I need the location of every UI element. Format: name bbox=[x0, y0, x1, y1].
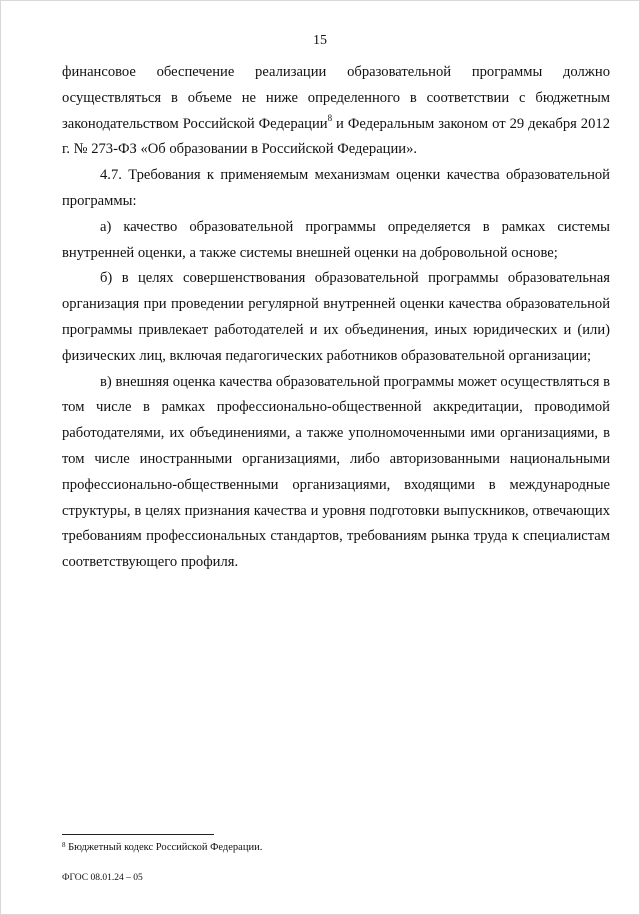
paragraph-funding-text: финансовое обеспечение реализации образовательной программы должно осуществляться в объеме не ниже определенного в соответствии с бюджетным законодательством Российской Федерации bbox=[62, 64, 610, 132]
footnote-divider bbox=[62, 834, 214, 835]
footnote bbox=[62, 841, 262, 854]
paragraph-item-v: в) внешняя оценка качества образовательной программы может осуществляться в том числе в рамках профессионально-общественной аккредитации, проводимой работодателями, их объединениями, а также уполномоченными ими организациями, в том числе иностранными организациями, либо авторизованными национальными профессионально-общественными организациями, входящими в международные структуры, в целях признания качества и уровня подготовки выпускников, отвечающих требованиям профессиональных стандартов, требованиям рынка труда к специалистам соответствующего профиля. bbox=[62, 373, 610, 571]
document-body bbox=[62, 60, 610, 576]
paragraph-funding-continuation: и Федеральным законом от 29 декабря 2012 г. № 273-ФЗ «Об образовании в Российской Федерации». bbox=[62, 115, 610, 158]
paragraph-funding bbox=[62, 60, 610, 163]
footnote-reference: 8 bbox=[327, 112, 333, 123]
paragraph-item-b: б) в целях совершенствования образовательной программы образовательная организация при проведении регулярной внутренней оценки качества образовательной программы привлекает работодателей и их объединения, иных юридических и (или) физических лиц, включая педагогических работников образовательной организации; bbox=[62, 270, 610, 364]
paragraph-item-a: а) качество образовательной программы определяется в рамках системы внутренней оценки, а также системы внешней оценки на добровольной основе; bbox=[62, 218, 610, 261]
page-number: 15 bbox=[313, 33, 327, 48]
footnote-mark: 8 bbox=[62, 841, 66, 849]
paragraph-4-7-heading: 4.7. Требования к применяемым механизмам оценки качества образовательной программы: bbox=[62, 167, 610, 209]
document-code: ФГОС 08.01.24 – 05 bbox=[62, 873, 143, 883]
footnote-text: Бюджетный кодекс Российской Федерации. bbox=[65, 842, 263, 853]
